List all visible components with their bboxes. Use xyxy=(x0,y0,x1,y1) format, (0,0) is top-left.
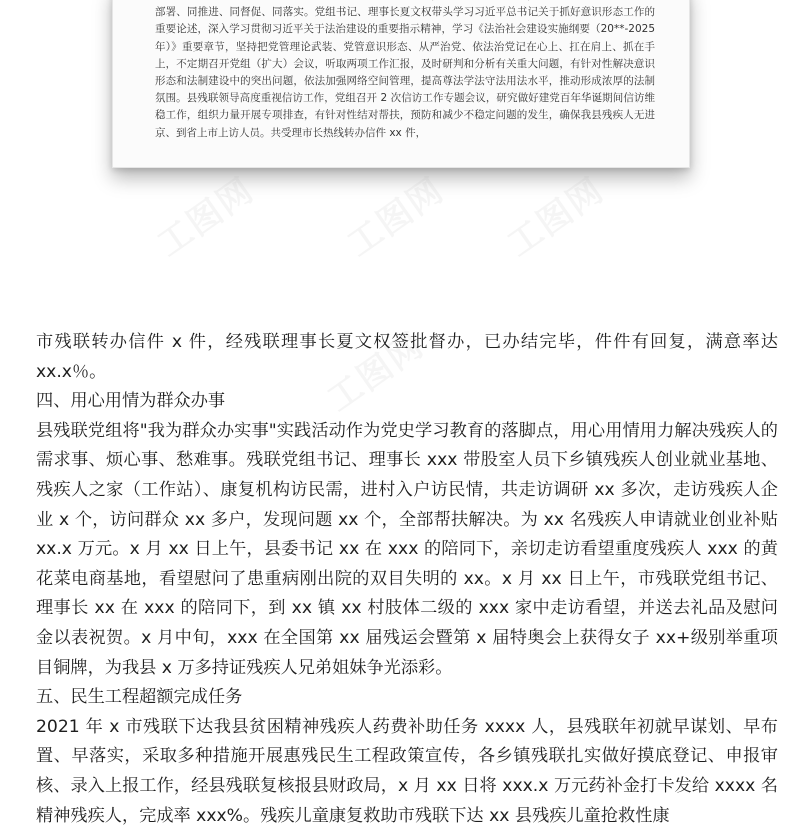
watermark: 工图网 xyxy=(150,170,262,265)
section-heading: 四、用心用情为群众办事 xyxy=(36,391,226,412)
watermark: 工图网 xyxy=(320,325,432,420)
paragraph: 2021 年 x 市残联下达我县贫困精神残疾人药费补助任务 xxxx 人，县残联年初就早谋划、早布置、早落实，采取多种措施开展惠残民生工程政策宣传，各乡镇残联扎实做好摸底登记、申报审核、录入上报工作，经县残联复核报县财政局，x 月 xx 日将 xxx.x 万元药补金打卡发给 xxxx 名精神残疾人，完成率 xxx%。残疾儿童康复救助市残联下达 xx 县残疾儿童抢救性康 xyxy=(36,716,778,826)
preview-paragraph: 部署、同推进、同督促、同落实。党组书记、理事长夏文权带头学习习近平总书记关于抓好意识形态工作的重要论述，深入学习贯彻习近平关于法治建设的重要指示精神，学习《法治社会建设实施纲要（20**-2025 年）》重要章节，坚持把党管理论武装、党管意识形态、从严治党、依法治党记在心上、扛在肩上、抓在手上，不定期召开党组（扩大）会议，听取两项工作汇报，及时研判和分析有关重大问题，有针对性解决意识形态和法制建设中的突出问题，依法加强网络空间管理，提高尊法学法守法用法水平，推动形成浓厚的法制氛围。县残联领导高度重视信访工作，党组召开 2 次信访工作专题会议，研究做好建党百年华诞期间信访维稳工作，组织力量开展专项排查，有针对性结对帮扶，预防和减少不稳定问题的发生，确保我县残疾人无进京、到省上市上访人员。共受理市长热线转办信件 xx 件， xyxy=(155,6,655,139)
watermark: 工图网 xyxy=(340,170,452,265)
paragraph: 市残联转办信件 x 件，经残联理事长夏文权签批督办，已办结完毕，件件有回复，满意率达 xx.x％。 xyxy=(36,332,778,382)
document-preview-card xyxy=(112,0,690,168)
watermark: 工图网 xyxy=(500,170,612,265)
preview-text-block xyxy=(155,0,655,142)
section-heading: 五、民生工程超额完成任务 xyxy=(36,687,243,708)
document-body xyxy=(36,328,778,831)
paragraph: 县残联党组将"我为群众办实事"实践活动作为党史学习教育的落脚点，用心用情用力解决残疾人的需求事、烦心事、愁难事。残联党组书记、理事长 xxx 带股室人员下乡镇残疾人创业就业基地、残疾人之家（工作站）、康复机构访民需，进村入户访民情，共走访调研 xx 多次，走访残疾人企业 x 个，访问群众 xx 多户，发现问题 xx 个，全部帮扶解决。为 xx 名残疾人申请就业创业补贴 xx.x 万元。x 月 xx 日上午，县委书记 xx 在 xxx 的陪同下，亲切走访看望重度残疾人 xxx 的黄花菜电商基地，看望慰问了患重病刚出院的双目失明的 xx。x 月 xx 日上午，市残联党组书记、理事长 xx 在 xxx 的陪同下，到 xx 镇 xx 村肢体二级的 xxx 家中走访看望，并送去礼品及慰问金以表祝贺。x 月中旬，xxx 在全国第 xx 届残运会暨第 x 届特奥会上获得女子 xx+级别举重项目铜牌，为我县 x 万多持证残疾人兄弟姐妹争光添彩。 xyxy=(36,420,778,678)
